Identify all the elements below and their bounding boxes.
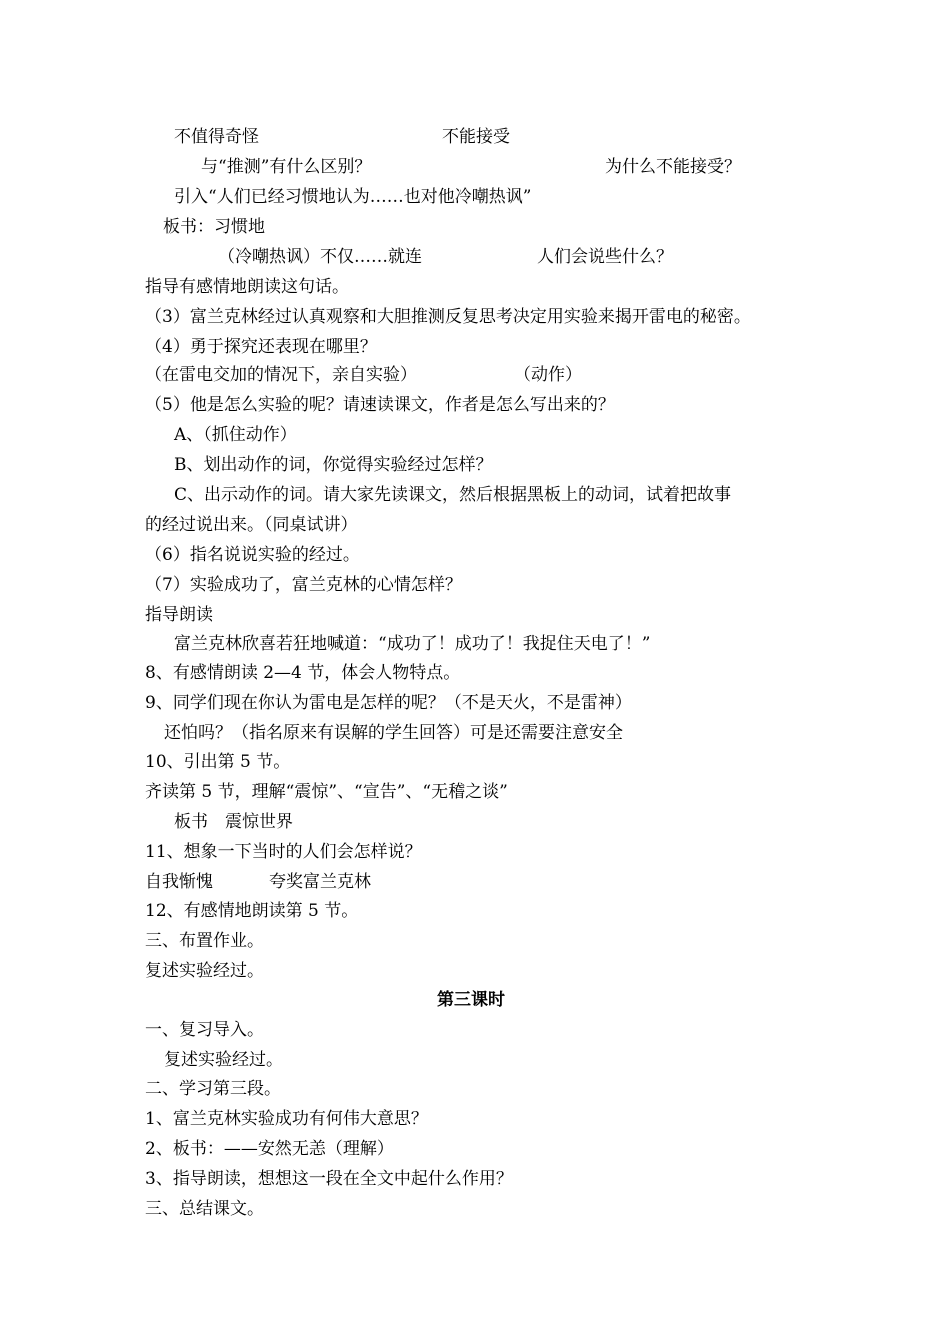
text-segment: 为什么不能接受？ xyxy=(605,157,741,177)
text-line: C、出示动作的词。请大家先读课文，然后根据黑板上的动词，试着把故事 xyxy=(174,485,732,505)
text-line: 复述实验经过。 xyxy=(145,961,264,981)
text-line: 的经过说出来。（同桌试讲） xyxy=(145,515,358,535)
text-segment: 自我惭愧 xyxy=(145,872,213,892)
text-line: 复述实验经过。 xyxy=(164,1050,283,1070)
text-segment: （冷嘲热讽）不仅……就连 xyxy=(218,247,422,267)
text-line: 12、有感情地朗读第 5 节。 xyxy=(145,901,359,921)
text-line: 富兰克林欣喜若狂地喊道：“成功了！成功了！我捉住天电了！” xyxy=(174,634,651,654)
text-line: 三、布置作业。 xyxy=(145,931,264,951)
text-line: （3）富兰克林经过认真观察和大胆推测反复思考决定用实验来揭开雷电的秘密。 xyxy=(145,307,751,327)
text-segment: 夸奖富兰克林 xyxy=(269,872,371,892)
text-line: （5）他是怎么实验的呢？请速读课文，作者是怎么写出来的？ xyxy=(145,395,615,415)
text-line: 二、学习第三段。 xyxy=(145,1079,281,1099)
text-line: 2、板书：——安然无恙（理解） xyxy=(145,1139,394,1159)
text-line: 11、想象一下当时的人们会怎样说？ xyxy=(145,842,422,862)
text-line: 9、同学们现在你认为雷电是怎样的呢？（不是天火，不是雷神） xyxy=(145,693,632,713)
text-line: 3、指导朗读，想想这一段在全文中起什么作用？ xyxy=(145,1169,513,1189)
text-line: 一、复习导入。 xyxy=(145,1020,264,1040)
text-line: 1、富兰克林实验成功有何伟大意思？ xyxy=(145,1109,428,1129)
text-line: 齐读第 5 节，理解“震惊”、“宣告”、“无稽之谈” xyxy=(145,782,508,802)
text-line: B、划出动作的词，你觉得实验经过怎样？ xyxy=(174,455,493,475)
text-line: （6）指名说说实验的经过。 xyxy=(145,545,360,565)
text-line: （4）勇于探究还表现在哪里？ xyxy=(145,337,377,357)
text-line: 三、总结课文。 xyxy=(145,1199,264,1219)
text-line: 10、引出第 5 节。 xyxy=(145,752,291,772)
text-line: 指导有感情地朗读这句话。 xyxy=(145,277,349,297)
text-line: 指导朗读 xyxy=(145,605,213,625)
text-segment: 不值得奇怪 xyxy=(174,127,259,147)
text-line: 还怕吗？（指名原来有误解的学生回答）可是还需要注意安全 xyxy=(164,723,623,743)
text-segment: （在雷电交加的情况下，亲自实验） xyxy=(145,365,417,385)
text-line: 板书：习惯地 xyxy=(163,217,265,237)
text-line: 8、有感情朗读 2—4 节，体会人物特点。 xyxy=(145,663,461,683)
text-line: 板书 震惊世界 xyxy=(174,812,293,832)
text-segment: 与“推测”有什么区别？ xyxy=(201,157,372,177)
section-heading: 第三课时 xyxy=(437,990,505,1010)
text-line: A、（抓住动作） xyxy=(174,425,297,445)
text-line: 引入“人们已经习惯地认为……也对他冷嘲热讽” xyxy=(174,187,532,207)
text-line: （7）实验成功了，富兰克林的心情怎样？ xyxy=(145,575,462,595)
text-segment: （动作） xyxy=(514,365,582,385)
text-segment: 人们会说些什么？ xyxy=(537,247,673,267)
text-segment: 不能接受 xyxy=(442,127,510,147)
